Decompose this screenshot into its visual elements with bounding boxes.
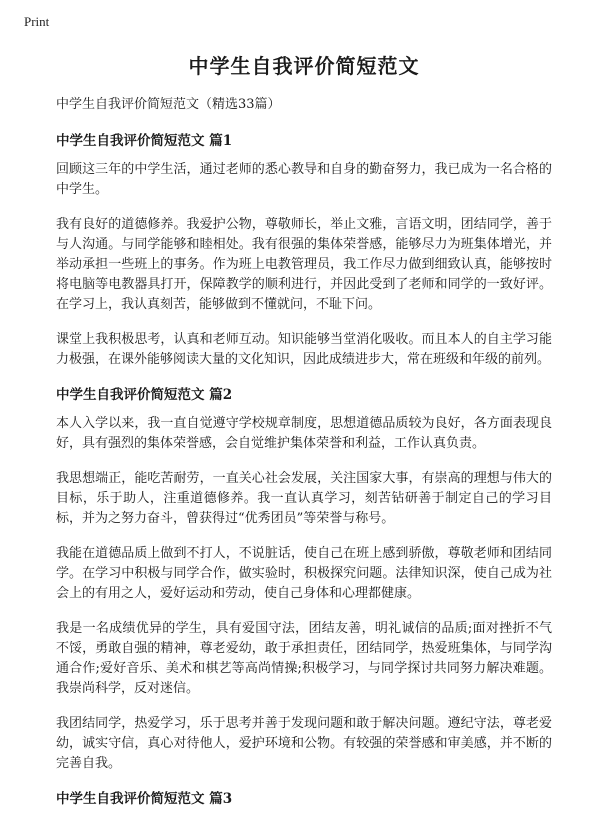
section-1	[56, 131, 552, 370]
section-heading: 中学生自我评价简短范文 篇1	[56, 133, 233, 149]
paragraph: 回顾这三年的中学生活，通过老师的悉心教导和自身的勤奋努力，我已成为一名合格的中学生。	[56, 162, 552, 197]
paragraph: 我思想端正，能吃苦耐劳，一直关心社会发展，关注国家大事，有崇高的理想与伟大的目标，乐于助人，注重道德修养。我一直认真学习，刻苦钻研善于制定自己的学习目标，并为之努力奋斗，曾获得过“优秀团员”等荣誉与称号。	[56, 471, 552, 526]
paragraph: 我能在道德品质上做到不打人，不说脏话，使自己在班上感到骄傲，尊敬老师和团结同学。在学习中积极与同学合作，做实验时，积极探究问题。法律知识深，使自己成为社会上的有用之人，爱好运动和劳动，使自己身体和心理都健康。	[56, 546, 552, 601]
section-2	[56, 385, 552, 774]
print-label[interactable]: Print	[24, 14, 50, 29]
page-title: 中学生自我评价简短范文	[188, 54, 420, 78]
section-heading: 中学生自我评价简短范文 篇2	[56, 387, 233, 403]
section-3	[56, 789, 552, 809]
paragraph: 我是一名成绩优异的学生，具有爱国守法，团结友善，明礼诚信的品质;面对挫折不气不馁，勇敢自强的精神，尊老爱幼，敢于承担责任，团结同学，热爱班集体，与同学沟通合作;爱好音乐、美术和棋艺等高尚情操;积极学习，与同学探讨共同努力解决难题。我崇尚科学，反对迷信。	[56, 621, 552, 696]
section-heading: 中学生自我评价简短范文 篇3	[56, 791, 233, 807]
paragraph: 我团结同学，热爱学习，乐于思考并善于发现问题和敢于解决问题。遵纪守法，尊老爱幼，诚实守信，真心对待他人，爱护环境和公物。有较强的荣誉感和审美感，并不断的完善自我。	[56, 716, 552, 771]
paragraph: 本人入学以来，我一直自觉遵守学校规章制度，思想道德品质较为良好，各方面表现良好，具有强烈的集体荣誉感，会自觉维护集体荣誉和利益，工作认真负责。	[56, 416, 552, 451]
paragraph: 课堂上我积极思考，认真和老师互动。知识能够当堂消化吸收。而且本人的自主学习能力极强，在课外能够阅读大量的文化知识，因此成绩进步大，常在班级和年级的前列。	[56, 332, 552, 367]
document-page	[56, 50, 552, 818]
document-subtitle: 中学生自我评价简短范文（精选33篇）	[56, 97, 281, 112]
paragraph: 我有良好的道德修养。我爱护公物，尊敬师长，举止文雅，言语文明，团结同学，善于与人沟通。与同学能够和睦相处。我有很强的集体荣誉感，能够尽力为班集体增光，并举动承担一些班上的事务。作为班上电教管理员，我工作尽力做到细致认真，能够按时将电脑等电教器具打开，保障教学的顺利进行，并因此受到了老师和同学的一致好评。在学习上，我认真刻苦，能够做到不懂就问，不耻下问。	[56, 217, 552, 312]
